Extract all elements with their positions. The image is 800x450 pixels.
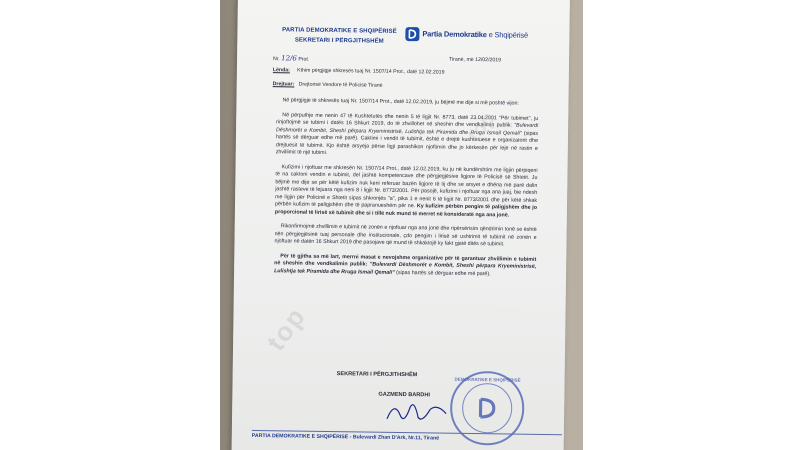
- pd-logo-icon: [405, 27, 419, 41]
- subject-line: Lënda: Kthim përgjigje shkresës tuaj Nr. 1507/14 Prot., datë 12.02.2019: [272, 67, 445, 76]
- org-name: PARTIA DEMOKRATIKE E SHQIPËRISË: [282, 27, 397, 35]
- signature-title: SEKRETARI I PËRGJITHSHËM: [336, 371, 418, 379]
- letter-footer: PARTIA DEMOKRATIKE E SHQIPËRISË - Bulevardi Zhan D'Ark, Nr.11, Tiranë: [252, 430, 562, 445]
- paragraph-reconfirm: Rikonfirmojmë zhvillimin e tubimit në zonën e njoftuar nga ana jonë dhe ripërsërisim qëndrimin tonë se është nën përgjegjësinë tuaj personale dhe institucionale, çdo pengim i lirisë së ushtrimit të tubimit në zonën e njoftuar në datën 16 Shkurt 2019 dhe pasojave që mund të shkaktojë ky fakt gjatë ditës së tubimit.: [274, 223, 537, 248]
- watermark-top: top: [463, 108, 500, 147]
- handwritten-signature-icon: [382, 397, 452, 428]
- paragraph-restriction: Kufizimi i njoftuar me shkresën Nr. 1507/14 Prot., datë 12.02.2019, ku ju në kundërshtim me ligjin përpiqeni të na caktoni vendin e tubimit, del jashtë kompetencave dhe përgjegjësive ligjore të Policisë së Shtetit. Ju bëjmë me dije se për këtë kufizim nuk keni referuar bazën ligjore të tij dhe se arsyet e dhëna më parë dalin jashtë rasteve të lejuara nga neni 8 i ligjit Nr. 8773/2001. Për pasojë, kufizimi i njoftuar nga ana juaj, bie ndesh me ligjin për Policinë e Shtetit sipas shkronjës "a", pika 1 e nenit 6 të ligjit Nr. 8773/2001 dhe për këtë shkak përbën kufizim të paligjshëm dhe të papranueshëm për ne. Ky kufizim përbën pengim të paligjshëm dhe jo proporcional të lirisë së tubimit dhe si i tillë nuk mund të merret në konsideratë nga ana jonë.: [274, 163, 538, 219]
- paragraph-intro: Në përgjigje të shkresës tuaj Nr. 1507/14 Prot., datë 12.02.2019, ju bëjmë me dije si më poshtë vijon:: [282, 97, 519, 107]
- signature-name: GAZMEND BARDHI: [378, 391, 431, 399]
- letterhead-left: [269, 26, 409, 47]
- addressee-line: Drejtuar: Drejtorisë Vendore të Policisë Tiranë: [272, 81, 383, 89]
- party-stamp-icon: DEMOKRATIKE E SHQIPËRISË: [450, 371, 525, 446]
- org-subtitle: SEKRETARI I PËRGJITHSHËM: [294, 36, 384, 45]
- paragraph-request: Për të gjitha sa më lart, merrni masat e nevojshme organizative për të garantuar zhvillimin e tubimit në sheshin dhe vendkalimin publik: "Bulevardi Dëshmorët e Kombit, Sheshi përpara Kryeministrisë, Lulishtja tek Piramida dhe Rruga Ismail Qemali" (sipas hartës së dërguar edhe më parë).: [274, 253, 537, 278]
- letter-page: [231, 0, 570, 450]
- document-photo: [220, 0, 583, 450]
- letterhead-right: [405, 27, 528, 43]
- brand-name: Partia Demokratike e Shqipërisë: [422, 28, 529, 40]
- letter-date: Tiranë, më 12/02/2019: [449, 56, 502, 64]
- watermark: top: [260, 300, 312, 357]
- paragraph-location: Në përputhje me nenin 47 të Kushtetutës dhe nenin 5 të ligjit Nr. 8773, datë 23.04.2001 "Për tubimet", ju rinjoftojmë se tubimi i datës 16 Shkurt 2019, do të zhvillohet në sheshin dhe vendkalimin publik: "Bulevardi Dëshmorët e Kombit, Sheshi përpara Kryeministrisë, Lulishtja tek Piramida dhe Rruga Ismail Qemali" (sipas hartës së dërguar edhe më parë). Caktimi i vendit të tubimit, është e drejtë kushtetuese e organizatorit dhe drejtuesit të tubimit. Kjo është arsyeja përse ligji parashikon njoftimin dhe jo kërkesën për leje në rastin e zhvillimit të një tubimi.: [275, 111, 539, 157]
- reference-number: Nr. 12/6 Prot.: [273, 54, 310, 63]
